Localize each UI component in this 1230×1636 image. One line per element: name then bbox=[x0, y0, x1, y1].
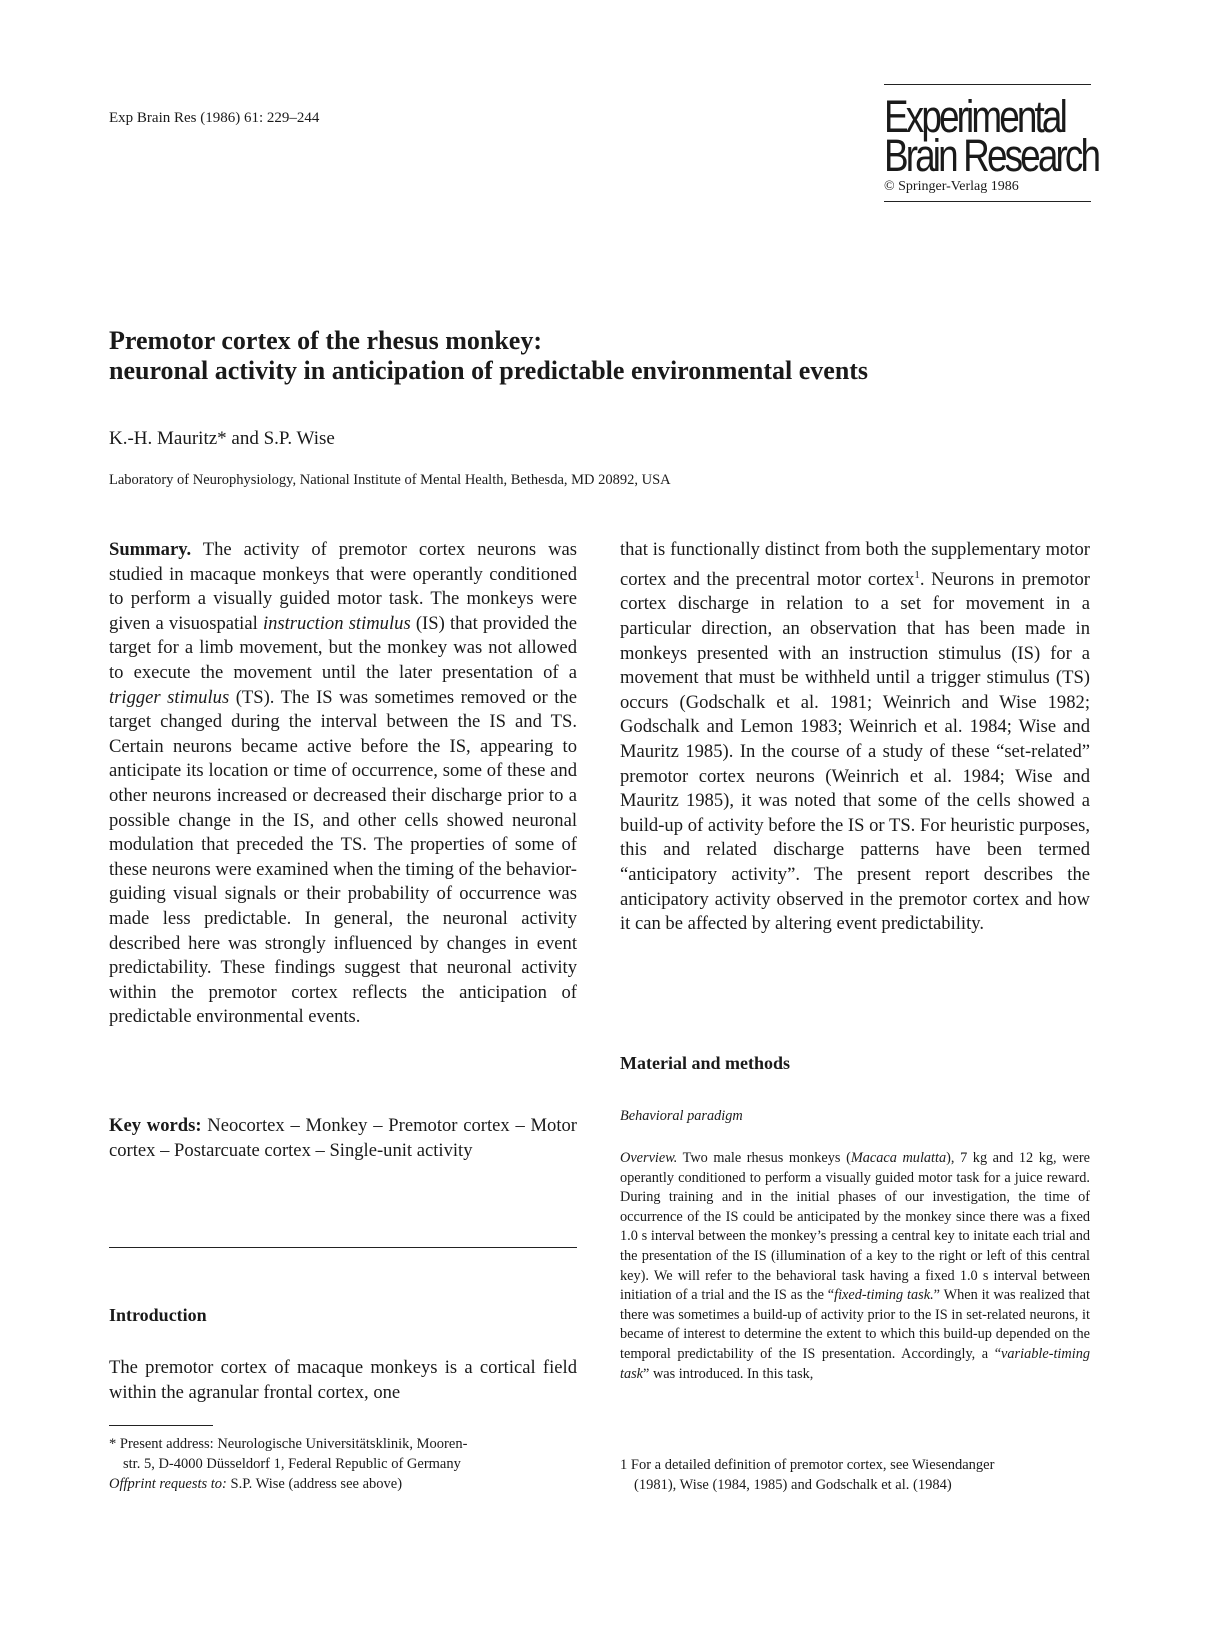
footnote-1-line-1: 1 For a detailed definition of premotor cortex, see Wiesendanger bbox=[620, 1457, 995, 1473]
journal-logo bbox=[884, 85, 1099, 181]
summary-text-3: (TS). The IS was sometimes removed or the target changed during the interval between the IS and TS. Certain neurons became active before the IS, appearing to anticipate its location or time of occurrence, some of these and other neurons increased or decreased their discharge prior to a possible change in the IS, and other cells showed neuronal modulation that preceded the TS. The properties of some of these neurons were examined when the timing of the behavior-guiding visual signals or their probability of occurrence was made less predictable. In general, the neuronal activity described here was strongly influenced by changes in event predictability. These findings suggest that neuronal activity within the premotor cortex reflects the anticipation of predictable environmental events. bbox=[109, 686, 577, 1028]
title-line-1: Premotor cortex of the rhesus monkey: bbox=[109, 326, 542, 355]
footnote-address-line-1: * Present address: Neurologische Universitätsklinik, Mooren- bbox=[109, 1436, 468, 1452]
footnote-address-line-2: str. 5, D-4000 Düsseldorf 1, Federal Republic of Germany bbox=[123, 1456, 461, 1472]
footnote-right bbox=[620, 1455, 1090, 1495]
offprint-label: Offprint requests to: bbox=[109, 1476, 227, 1492]
introduction-paragraph-left: The premotor cortex of macaque monkeys is a cortical field within the agranular frontal cortex, one bbox=[109, 1357, 577, 1403]
footnote-left bbox=[109, 1434, 577, 1494]
journal-masthead bbox=[884, 84, 1099, 202]
footnote-divider-left bbox=[109, 1425, 213, 1426]
overview-paragraph bbox=[620, 1149, 1090, 1384]
keywords-label: Key words: bbox=[109, 1115, 202, 1136]
offprint-text: S.P. Wise (address see above) bbox=[226, 1476, 403, 1492]
journal-reference: Exp Brain Res (1986) 61: 229–244 bbox=[109, 110, 320, 126]
overview-label: Overview. bbox=[620, 1150, 678, 1166]
affiliation: Laboratory of Neurophysiology, National Institute of Mental Health, Bethesda, MD 20892, USA bbox=[109, 472, 671, 488]
introduction-heading: Introduction bbox=[109, 1305, 207, 1325]
overview-text-2: ), 7 kg and 12 kg, were operantly conditioned to perform a visually guided motor task for a juice reward. During training and in the initial phases of our investigation, the time of occurrence of the IS could be anticipated by the monkey since there was a fixed 1.0 s interval between the monkey’s pressing a central key to initate each trial and the presentation of the IS (illumination of a key to the right or left of this central key). We will refer to the behavioral task having a fixed 1.0 s interval between initiation of a trial and the IS as the “ bbox=[620, 1150, 1090, 1304]
authors: K.-H. Mauritz* and S.P. Wise bbox=[109, 428, 335, 449]
behavioral-paradigm-subheading: Behavioral paradigm bbox=[620, 1108, 743, 1124]
summary-paragraph bbox=[109, 538, 577, 1030]
overview-text-1: Two male rhesus monkeys ( bbox=[677, 1150, 851, 1166]
copyright-notice: © Springer-Verlag 1986 bbox=[884, 179, 1019, 194]
summary-text-2: (IS) that provided the target for a limb movement, but the monkey was not allowed to execute the movement until the later presentation of a bbox=[109, 612, 578, 683]
summary-label: Summary. bbox=[109, 539, 192, 560]
overview-text-3: ” When it was realized that there was sometimes a build-up of activity prior to the IS in set-related neurons, it became of interest to determine the extent to which this build-up depended on the temporal predictability of the IS presentation. Accordingly, a “ bbox=[620, 1287, 1090, 1362]
keywords-text: Neocortex – Monkey – Premotor cortex – Motor cortex – Postarcuate cortex – Single-unit activity bbox=[109, 1115, 577, 1161]
methods-heading: Material and methods bbox=[620, 1053, 790, 1073]
summary-text-1: The activity of premotor cortex neurons was studied in macaque monkeys that were operantly conditioned to perform a visually guided motor task. The monkeys were given a visuospatial bbox=[109, 539, 577, 634]
offprint-requests bbox=[109, 1474, 577, 1494]
article-title bbox=[109, 326, 1119, 386]
intro-text-b: . Neurons in premotor cortex discharge in relation to a set for movement in a particular direction, an observation that has been made in monkeys presented with an instruction stimulus (IS) for a movement that must be withheld until a trigger stimulus (TS) occurs (Godschalk et al. 1981; Weinrich and Wise 1982; Godschalk and Lemon 1983; Weinrich et al. 1984; Wise and Mauritz 1985). In the course of a study of these “set-related” premotor cortex neurons (Weinrich et al. 1984; Wise and Mauritz 1985), it was noted that some of the cells showed a build-up of activity before the IS or TS. For heuristic purposes, this and related discharge patterns have been termed “anticipatory activity”. The present report describes the anticipatory activity observed in the premotor cortex and how it can be affected by altering event predictability. bbox=[620, 568, 1090, 935]
title-line-2: neuronal activity in anticipation of predictable environmental events bbox=[109, 356, 869, 385]
section-divider bbox=[109, 1247, 577, 1248]
footnote-1-line-2: (1981), Wise (1984, 1985) and Godschalk et al. (1984) bbox=[634, 1477, 952, 1493]
overview-species: Macaca mulatta bbox=[850, 1150, 947, 1166]
summary-term-instruction: instruction stimulus bbox=[262, 612, 411, 634]
logo-line-2: Brain Research bbox=[884, 130, 1099, 181]
overview-text-4: ” was introduced. In this task, bbox=[643, 1365, 814, 1382]
logo-line-1: Experimental bbox=[884, 91, 1065, 142]
intro-text-a: that is functionally distinct from both the supplementary motor cortex and the precentral motor cortex bbox=[620, 539, 1090, 590]
footnote-marker: 1 bbox=[914, 568, 920, 581]
keywords-paragraph bbox=[109, 1114, 577, 1163]
summary-term-trigger: trigger stimulus bbox=[109, 686, 230, 708]
overview-fixed-timing: fixed-timing task. bbox=[834, 1287, 934, 1304]
introduction-paragraph-right bbox=[620, 538, 1090, 937]
overview-variable-timing: variable-timing task bbox=[620, 1345, 1090, 1382]
